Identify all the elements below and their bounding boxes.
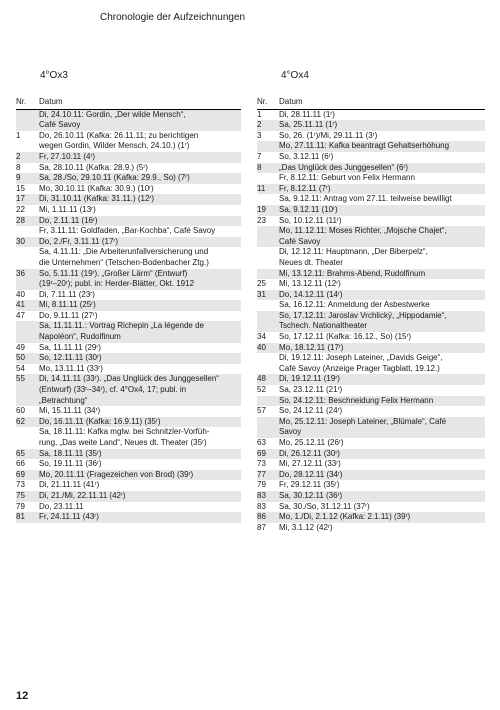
table-row (257, 385, 485, 396)
row-number: 2 (257, 120, 262, 130)
row-number: 11 (257, 183, 266, 193)
datum-column-header: Datum (39, 97, 63, 106)
row-number: 41 (16, 300, 25, 310)
table-row (16, 110, 241, 131)
table-row (257, 247, 485, 268)
table-row (16, 374, 241, 406)
table-row (16, 343, 241, 354)
row-date-entry: Sa, 4.11.11: „Die Arbeiterunfallversicherung und die Unternehmen“ (Tetschen-Bodenbacher Ztg.) (39, 247, 209, 267)
row-date-entry: Sa, 28.10.11 (Kafka: 28.9.) (5ʳ) (39, 162, 148, 172)
table-row (257, 279, 485, 290)
row-number (16, 110, 39, 131)
row-date-entry: Fr, 3.11.11: Goldfaden, „Bar-Kochba“, Café Savoy (39, 226, 216, 236)
row-date-entry: Fr, 29.12.11 (35ʳ) (279, 480, 340, 490)
row-number: 1 (257, 109, 262, 119)
table-row (257, 459, 485, 470)
row-number (257, 396, 279, 407)
table-row (257, 216, 485, 227)
left-table-body (16, 110, 241, 523)
row-number: 19 (257, 204, 266, 214)
row-date-entry: Mi, 3.1.12 (42ʳ) (279, 522, 333, 532)
table-row (16, 173, 241, 184)
row-number (257, 194, 279, 205)
row-number: 50 (16, 353, 25, 363)
row-date-entry: Sa, 28./So, 29.10.11 (Kafka: 29.9., So) (7ʳ) (39, 173, 190, 183)
row-date-entry: Mi, 8.11.11 (25ʳ) (39, 300, 96, 310)
row-date-entry: Do, 26.10.11 (Kafka: 26.11.11; zu berichtigen wegen Gordin, Wilder Mensch, 24.10.) (1ʳ) (39, 130, 199, 151)
row-date-entry: Do, 28.12.11 (34ʳ) (279, 469, 343, 479)
table-row (257, 396, 485, 407)
nr-column-header: Nr. (16, 97, 27, 106)
row-number: 17 (16, 194, 25, 204)
left-table (16, 97, 241, 523)
row-date-entry: Sa, 25.11.11 (1ʳ) (279, 120, 338, 130)
row-number (257, 353, 279, 374)
row-number: 40 (257, 342, 266, 352)
row-date-entry: So, 17.12.11 (Kafka: 16.12., So) (15ʳ) (279, 332, 412, 342)
row-date-entry: Mi, 1.11.11 (13ʳ) (39, 204, 96, 214)
table-row (257, 512, 485, 523)
row-date-entry: Fr, 27.10.11 (4ʳ) (39, 151, 96, 161)
row-number: 69 (16, 469, 25, 479)
row-number (16, 427, 39, 448)
row-date-entry: Di, 26.12.11 (30ʳ) (279, 448, 340, 458)
row-number: 75 (16, 490, 25, 500)
table-row (16, 247, 241, 268)
row-number: 7 (257, 151, 262, 161)
table-row (16, 321, 241, 342)
row-number: 62 (16, 416, 25, 426)
row-date-entry: Sa, 11.11.11 (29ʳ) (39, 342, 101, 352)
row-date-entry: Do, 23.11.11 (39, 501, 84, 511)
row-number (16, 247, 39, 268)
row-date-entry: So, 17.12.11: Jaroslav Vrchlický, „Hippodamie“, Tschech. Nationaltheater (279, 310, 447, 331)
row-date-entry: Sa, 11.11.11.: Vortrag Richepin „La légende de Napoléon“, Rudolfinum (39, 321, 205, 342)
table-row (257, 226, 485, 247)
table-row (16, 417, 241, 428)
row-number: 57 (257, 406, 266, 416)
row-date-entry: Mo, 20.11.11 (Fragezeichen von Brod) (39ʳ) (39, 469, 194, 479)
row-date-entry: Mo, 30.10.11 (Kafka: 30.9.) (10ʳ) (39, 183, 154, 193)
table-row (16, 353, 241, 364)
table-row (257, 311, 485, 332)
table-row (16, 290, 241, 301)
row-number: 52 (257, 385, 266, 395)
row-date-entry: Mi, 15.11.11 (34ʳ) (39, 406, 101, 416)
table-row (16, 311, 241, 322)
row-date-entry: Sa, 23.12.11 (21ʳ) (279, 385, 343, 395)
table-row (257, 300, 485, 311)
table-row (16, 152, 241, 163)
row-date-entry: Mi, 27.12.11 (33ʳ) (279, 459, 341, 469)
row-date-entry: So, 26. (1ʳ)/Mi, 29.11.11 (3ʳ) (279, 130, 378, 140)
table-row (16, 300, 241, 311)
row-number: 83 (257, 490, 266, 500)
table-row (257, 120, 485, 131)
table-row (16, 269, 241, 290)
left-siglum: 4°Ox3 (40, 70, 68, 81)
row-number: 79 (16, 501, 25, 511)
row-number: 23 (257, 215, 266, 225)
table-row (16, 406, 241, 417)
row-date-entry: Sa, 18.11.11: Kafka mglw. bei Schnitzler-Vorfüh- rung, „Das weite Land“, Neues dt. Theater (35ʳ) (39, 427, 210, 447)
row-number: 40 (16, 289, 25, 299)
table-row (257, 152, 485, 163)
row-date-entry: Mi, 13.12.11 (12ʳ) (279, 279, 341, 289)
row-date-entry: Fr, 24.11.11 (43ʳ) (39, 512, 99, 522)
row-number: 65 (16, 448, 25, 458)
nr-column-header: Nr. (257, 97, 268, 106)
row-number: 31 (257, 289, 266, 299)
row-date-entry: Fr, 8.12.11 (7ʳ) (279, 183, 331, 193)
table-row (257, 290, 485, 301)
row-date-entry: Sa, 30.12.11 (36ʳ) (279, 490, 343, 500)
row-date-entry: So, 5.11.11 (19ʳ). „Großer Lärm“ (Entwurf) (19ʳ–20ʳ); publ. in: Herder-Blätter, Okt. 1912 (39, 268, 195, 289)
row-number (16, 226, 39, 237)
page-number: 12 (16, 690, 29, 702)
table-row (16, 459, 241, 470)
row-date-entry: Mo, 18.12.11 (17ʳ) (279, 342, 344, 352)
row-date-entry: Mo, 25.12.11: Joseph Lateiner, „Blümale“, Café Savoy (279, 416, 447, 437)
table-row (16, 163, 241, 174)
row-number: 1 (16, 130, 21, 140)
row-date-entry: Do, 2./Fr, 3.11.11 (17ʳ) (39, 236, 118, 246)
table-row (257, 491, 485, 502)
row-number: 22 (16, 204, 25, 214)
table-row (257, 343, 485, 354)
table-row (16, 364, 241, 375)
row-date-entry: „Das Unglück des Junggesellen“ (6ʳ) (279, 162, 409, 172)
row-date-entry: Do, 9.11.11 (27ʳ) (39, 310, 98, 320)
table-row (257, 163, 485, 174)
row-number: 63 (257, 438, 266, 447)
row-number (257, 300, 279, 311)
right-siglum: 4°Ox4 (281, 70, 309, 81)
row-date-entry: So, 10.12.11 (11ʳ) (279, 215, 342, 225)
row-number: 81 (16, 512, 25, 522)
table-row (257, 374, 485, 385)
row-number: 3 (257, 130, 262, 140)
table-row (257, 523, 485, 534)
row-number: 60 (16, 406, 25, 416)
table-row (257, 194, 485, 205)
row-date-entry: Di, 12.12.11: Hauptmann, „Der Biberpelz“, Neues dt. Theater (279, 247, 428, 267)
table-row (16, 427, 241, 448)
row-number: 36 (16, 268, 25, 278)
right-table-body (257, 110, 485, 534)
table-row (257, 205, 485, 216)
row-date-entry: Do, 2.11.11 (16ʳ) (39, 215, 98, 225)
row-number: 86 (257, 512, 266, 522)
row-date-entry: So, 12.11.11 (30ʳ) (39, 353, 102, 363)
row-number: 48 (257, 374, 266, 384)
row-number: 49 (16, 342, 25, 352)
table-row (16, 480, 241, 491)
row-date-entry: Di, 19.12.11 (19ʳ) (279, 374, 340, 384)
table-row (16, 237, 241, 248)
datum-column-header: Datum (279, 97, 303, 106)
row-number: 87 (257, 522, 266, 532)
row-number (257, 141, 279, 152)
row-number: 30 (16, 236, 25, 246)
row-date-entry: Sa, 9.12.11: Antrag vom 27.11. teilweise bewilligt (279, 194, 452, 204)
right-table (257, 97, 485, 533)
table-row (257, 332, 485, 343)
row-number: 73 (257, 459, 266, 469)
row-date-entry: Mo, 25.12.11 (26ʳ) (279, 438, 344, 447)
table-row (16, 449, 241, 460)
row-date-entry: Do, 16.11.11 (Kafka: 16.9.11) (35ʳ) (39, 416, 161, 426)
row-date-entry: Mo, 27.11.11: Kafka beantragt Gehaltserhöhung (279, 141, 450, 151)
table-row (16, 194, 241, 205)
table-row (257, 110, 485, 121)
running-head: Chronologie der Aufzeichnungen (100, 12, 246, 23)
table-row (257, 406, 485, 417)
table-row (257, 449, 485, 460)
right-table-header (257, 97, 485, 110)
row-date-entry: Mi, 13.12.11: Brahms-Abend, Rudolfinum (279, 268, 426, 278)
row-number: 8 (16, 162, 21, 172)
row-date-entry: Di, 7.11.11 (23ʳ) (39, 289, 95, 299)
row-date-entry: Sa, 30./So, 31.12.11 (37ʳ) (279, 501, 370, 511)
table-row (16, 491, 241, 502)
row-number: 2 (16, 151, 21, 161)
table-row (257, 438, 485, 449)
row-date-entry: Di, 31.10.11 (Kafka: 31.11.) (12ʳ) (39, 194, 155, 204)
row-number: 28 (16, 215, 25, 225)
row-date-entry: Mo, 1./Di, 2.1.12 (Kafka: 2.1.11) (39ʳ) (279, 512, 411, 522)
table-row (16, 131, 241, 152)
row-number: 79 (257, 480, 266, 490)
table-row (16, 226, 241, 237)
row-date-entry: So, 19.11.11 (36ʳ) (39, 459, 102, 469)
table-row (16, 184, 241, 195)
row-date-entry: Sa, 16.12.11: Anmeldung der Asbestwerke (279, 300, 430, 310)
row-date-entry: Do, 14.12.11 (14ʳ) (279, 289, 343, 299)
table-row (257, 131, 485, 142)
row-number: 77 (257, 469, 266, 479)
table-row (257, 173, 485, 184)
row-date-entry: So, 24.12.11: Beschneidung Felix Hermann (279, 395, 434, 405)
row-date-entry: Di, 14.11.11 (33ʳ). „Das Unglück des Junggesellen“ (Entwurf) (33ʳ–34ʳ), cf. 4°Ox4, 17; publ. in „Betrachtung“ (39, 374, 219, 405)
row-number: 54 (16, 363, 25, 373)
table-row (257, 480, 485, 491)
row-date-entry: Mo, 13.11.11 (33ʳ) (39, 363, 103, 373)
row-date-entry: Di, 24.10.11: Gordin, „Der wilde Mensch“, Café Savoy (39, 109, 186, 130)
row-date-entry: Mo, 11.12.11: Moses Richter, „Mojsche Chajet“, Café Savoy (279, 226, 447, 246)
row-number (257, 311, 279, 332)
row-number: 83 (257, 501, 266, 511)
table-row (16, 512, 241, 523)
row-date-entry: So, 24.12.11 (24ʳ) (279, 406, 343, 416)
table-row (257, 470, 485, 481)
row-number (16, 321, 39, 342)
row-date-entry: Sa, 9.12.11 (10ʳ) (279, 204, 338, 214)
table-row (257, 353, 485, 374)
row-number (257, 269, 279, 280)
row-date-entry: Sa, 18.11.11 (35ʳ) (39, 448, 102, 458)
row-number: 25 (257, 279, 266, 289)
table-row (257, 269, 485, 280)
row-number (257, 247, 279, 268)
row-number (257, 226, 279, 247)
table-row (257, 417, 485, 438)
row-number (257, 173, 279, 184)
row-date-entry: Fr, 8.12.11: Geburt von Felix Hermann (279, 173, 415, 183)
table-row (257, 141, 485, 152)
row-number: 69 (257, 448, 266, 458)
row-number: 47 (16, 310, 25, 320)
table-row (16, 205, 241, 216)
row-date-entry: Di, 21.11.11 (41ʳ) (39, 480, 100, 490)
row-number: 15 (16, 183, 25, 193)
row-number: 9 (16, 173, 21, 183)
row-date-entry: Di, 28.11.11 (1ʳ) (279, 109, 335, 119)
table-row (16, 216, 241, 227)
table-row (257, 502, 485, 513)
row-number (257, 417, 279, 438)
row-date-entry: Di, 19.12.11: Joseph Lateiner, „Davids Geige“, Café Savoy (Anzeige Prager Tagblatt, 19.12.) (279, 353, 443, 373)
table-row (16, 470, 241, 481)
left-table-header (16, 97, 241, 110)
row-number: 55 (16, 374, 25, 384)
table-row (16, 502, 241, 513)
row-date-entry: Di, 21./Mi, 22.11.11 (42ʳ) (39, 490, 126, 500)
row-number: 73 (16, 480, 25, 490)
table-row (257, 184, 485, 195)
row-date-entry: So, 3.12.11 (6ʳ) (279, 151, 334, 161)
row-number: 34 (257, 332, 266, 342)
row-number: 8 (257, 162, 262, 172)
row-number: 66 (16, 459, 25, 469)
